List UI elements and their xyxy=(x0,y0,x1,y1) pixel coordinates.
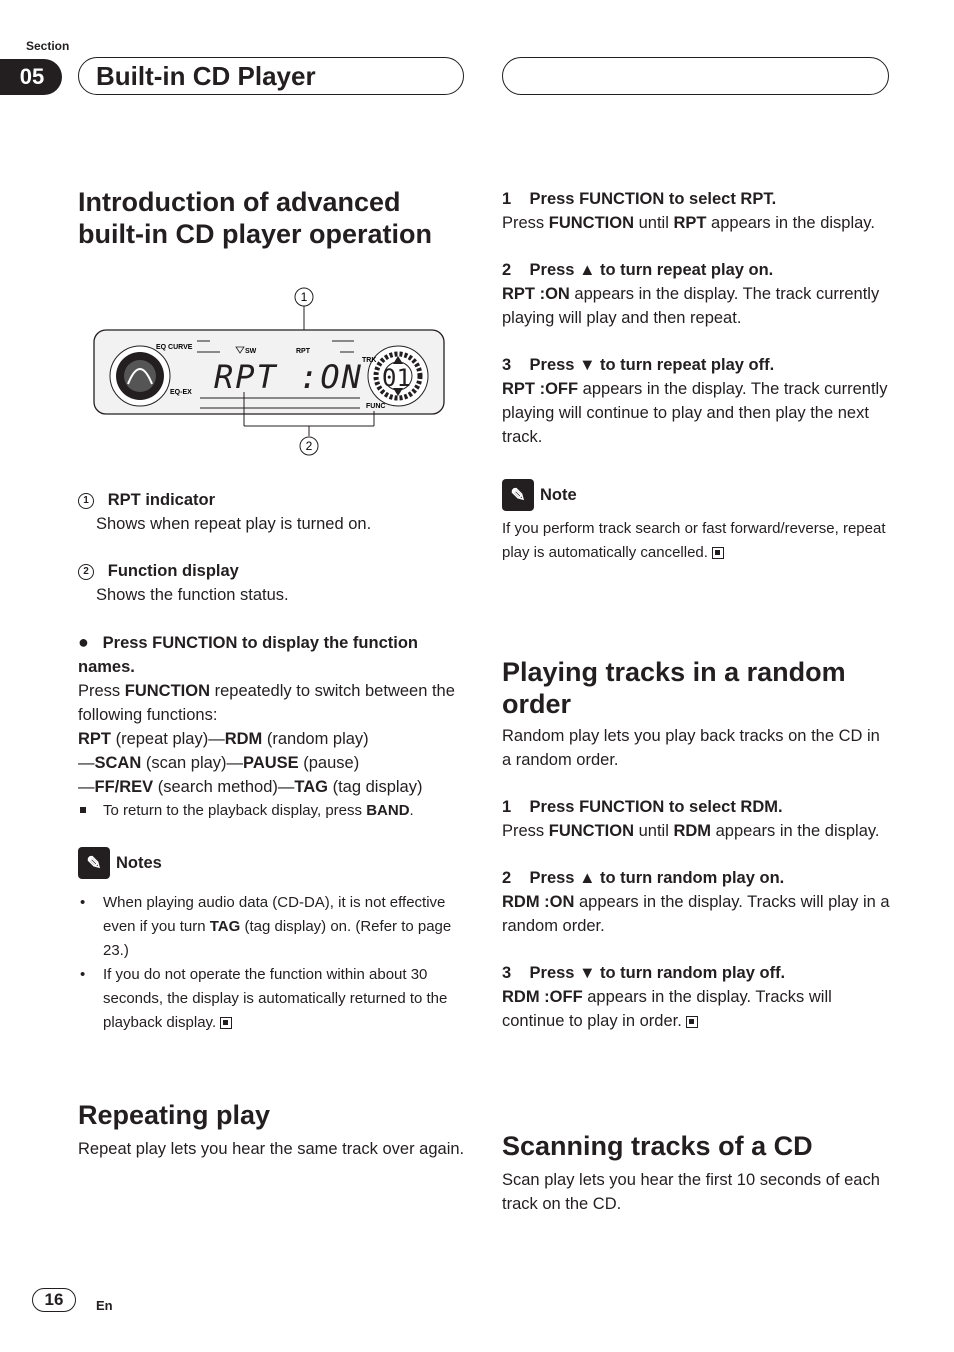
note-label: Note xyxy=(540,485,577,504)
function-list-line3: —FF/REV (search method)—TAG (tag display) xyxy=(78,778,423,796)
item2-title: 2 Function display xyxy=(78,559,468,583)
function-list-line2: —SCAN (scan play)—PAUSE (pause) xyxy=(78,754,360,772)
random-step1-heading: 1 Press FUNCTION to select RDM. xyxy=(502,798,783,816)
note-header xyxy=(502,479,892,511)
random-description: Random play lets you play back tracks on the CD in a random order. xyxy=(502,727,880,769)
lcd-main-text: RPT :ON xyxy=(214,358,363,396)
repeat-note-text: If you perform track search or fast forward/reverse, repeat play is automatically cancelled. xyxy=(502,520,886,561)
random-heading: Playing tracks in a random order xyxy=(502,657,846,719)
lcd-label-eq-ex: EQ-EX xyxy=(170,389,192,396)
repeat-heading: Repeating play xyxy=(78,1100,271,1130)
pencil-note-icon: ✎ xyxy=(502,479,534,511)
left-dial-center xyxy=(124,360,156,392)
item2-number: 2 xyxy=(78,564,94,580)
header-empty-frame xyxy=(502,57,889,95)
function-list-line1: RPT (repeat play)—RDM (random play) xyxy=(78,730,369,748)
repeat-description: Repeat play lets you hear the same track over again. xyxy=(78,1140,465,1158)
end-mark-icon xyxy=(686,1016,698,1028)
function-step-description: Press FUNCTION repeatedly to switch between the following functions: xyxy=(78,682,455,724)
end-mark-icon xyxy=(220,1017,232,1029)
lcd-label-func: FUNC xyxy=(366,403,386,410)
intro-items xyxy=(78,488,468,1035)
end-mark-icon xyxy=(712,547,724,559)
note-item: • When playing audio data (CD-DA), it is not effective even if you turn TAG (tag display) on. (Refer to page 23.) xyxy=(78,891,468,963)
lcd-display-illustration xyxy=(92,284,448,460)
random-step2-desc: RDM :ON appears in the display. Tracks will play in a random order. xyxy=(502,893,890,935)
page-title: Built-in CD Player xyxy=(96,61,316,91)
repeat-step2-desc: RPT :ON appears in the display. The track currently playing will play and then repeat. xyxy=(502,285,880,327)
scan-section xyxy=(502,1130,892,1216)
intro-section xyxy=(78,186,468,250)
repeat-step3-heading: 3 Press ▼ to turn repeat play off. xyxy=(502,356,775,374)
pencil-note-icon: ✎ xyxy=(78,847,110,879)
random-step3-heading: 3 Press ▼ to turn random play off. xyxy=(502,964,786,982)
lcd-figure xyxy=(92,284,448,460)
random-step1-desc: Press FUNCTION until RDM appears in the display. xyxy=(502,822,880,840)
item1-description: Shows when repeat play is turned on. xyxy=(96,515,372,533)
notes-label: Notes xyxy=(116,853,162,872)
repeat-step3-desc: RPT :OFF appears in the display. The track currently playing will continue to play and then play the next track. xyxy=(502,380,888,446)
lcd-label-sw: SW xyxy=(245,348,257,355)
scan-heading: Scanning tracks of a CD xyxy=(502,1131,813,1161)
random-step3-desc: RDM :OFF appears in the display. Tracks will continue to play in order. xyxy=(502,988,832,1030)
lcd-label-trk: TRK xyxy=(362,357,377,364)
intro-heading: Introduction of advanced built-in CD player operation xyxy=(78,187,433,249)
item2-description: Shows the function status. xyxy=(96,586,289,604)
item1-number: 1 xyxy=(78,493,94,509)
lcd-label-rpt: RPT xyxy=(296,348,310,355)
random-section xyxy=(502,656,892,1033)
return-hint: To return to the playback display, press BAND. xyxy=(78,799,468,823)
scan-description: Scan play lets you hear the first 10 seconds of each track on the CD. xyxy=(502,1171,880,1213)
repeat-steps xyxy=(502,187,892,565)
random-step2-heading: 2 Press ▲ to turn random play on. xyxy=(502,869,785,887)
square-bullet-icon xyxy=(80,807,86,813)
repeat-section xyxy=(78,1099,468,1161)
section-label: Section xyxy=(26,39,70,53)
callout-1-label: 1 xyxy=(300,290,308,304)
note-item: • If you do not operate the function within about 30 seconds, the display is automatically returned to the playback display. xyxy=(78,963,468,1035)
notes-list xyxy=(78,891,468,1035)
repeat-step1-heading: 1 Press FUNCTION to select RPT. xyxy=(502,190,777,208)
item1-title: 1 RPT indicator xyxy=(78,488,468,512)
lcd-track-number: 01 xyxy=(382,364,411,392)
repeat-step2-heading: 2 Press ▲ to turn repeat play on. xyxy=(502,261,774,279)
callout-2-label: 2 xyxy=(305,439,313,453)
language-label: En xyxy=(96,1298,113,1313)
notes-header xyxy=(78,847,468,879)
function-step-heading: ● Press FUNCTION to display the function names. xyxy=(78,632,419,676)
page-number: 16 xyxy=(32,1288,76,1312)
lcd-label-eq-curve: EQ CURVE xyxy=(156,344,193,351)
section-number-badge: 05 xyxy=(0,59,62,95)
repeat-step1-desc: Press FUNCTION until RPT appears in the display. xyxy=(502,214,875,232)
